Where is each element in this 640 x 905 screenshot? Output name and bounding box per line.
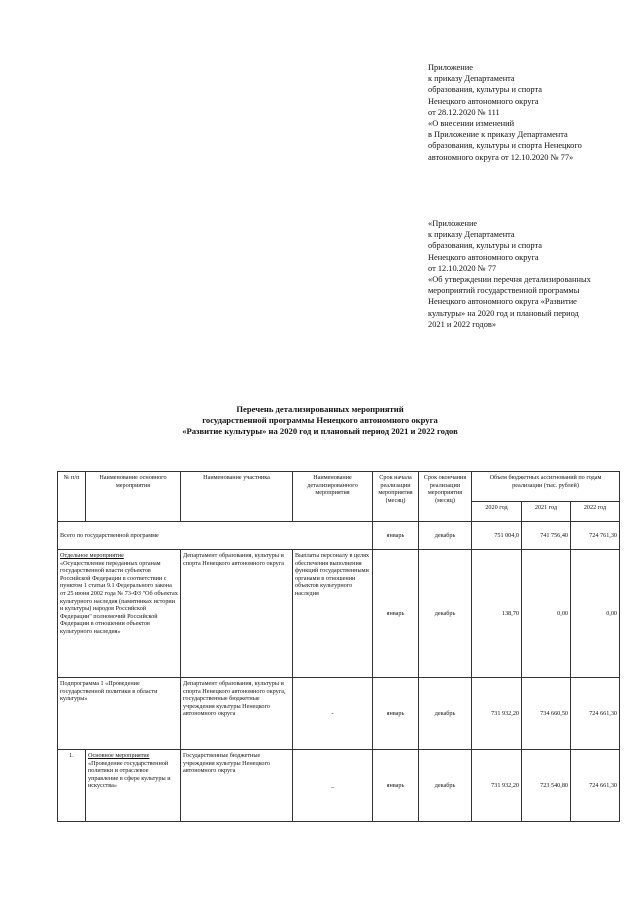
row3-2020: 731 932,20: [472, 750, 522, 822]
row2-end: декабрь: [419, 678, 472, 750]
row2-2022: 724 661,30: [571, 678, 620, 750]
document-title: [0, 404, 640, 438]
title-line: Перечень детализированных мероприятий: [236, 404, 404, 414]
row1-2021: 0,00: [522, 550, 571, 678]
row1-event-text: «Осуществление переданных органам государственной власти субъектов Российской Федерации в соответствии с пунктом 1 статьи 9.1 Федерального закона от 25 июня 2002 года № 73-ФЗ "Об объектах культурного наследия (памятниках истории и культуры) народов Российской Федерации" полномочий Российской Федерации в отношении объектов культурного наследия»: [60, 559, 178, 635]
row3-start: январь: [373, 750, 419, 822]
row1-participant: Департамент образования, культуры и спорта Ненецкого автономного округа: [181, 550, 293, 678]
appendix-order-2020-77: [428, 218, 591, 330]
header-participant: Наименование участника: [181, 472, 293, 522]
appendix-line: образования, культуры и спорта: [428, 85, 542, 95]
row3-2022: 724 661,30: [571, 750, 620, 822]
appendix-line: Ненецкого автономного округа «Развитие: [428, 297, 577, 307]
header-budget: Объем бюджетных ассигнований по годам реализации (тыс. рублей): [472, 472, 620, 502]
row1-2022: 0,00: [571, 550, 620, 678]
row2-2021: 734 660,50: [522, 678, 571, 750]
row2-detail: -: [293, 678, 373, 750]
row2-event: Подпрограмма 1 «Проведение государственной политики в области культуры»: [58, 678, 181, 750]
row3-event: [86, 750, 181, 822]
row3-2021: 723 540,80: [522, 750, 571, 822]
total-2020: 751 004,0: [472, 522, 522, 550]
total-2021: 741 756,40: [522, 522, 571, 550]
title-line: «Развитие культуры» на 2020 год и плановый период 2021 и 2022 годов: [182, 426, 458, 437]
row2-participant: Департамент образования, культуры и спорта Ненецкого автономного округа, государственные бюджетные учреждения культуры Ненецкого автономного округа: [181, 678, 293, 750]
header-start: Срок начала реализации мероприятия (месяц): [373, 472, 419, 522]
header-num: № п/п: [58, 472, 86, 522]
table-row-total: [58, 522, 620, 550]
appendix-line: от 28.12.2020 № 111: [428, 107, 500, 117]
total-start: январь: [373, 522, 419, 550]
appendix-line: Ненецкого автономного округа: [428, 96, 539, 106]
total-2022: 724 761,30: [571, 522, 620, 550]
header-2020: 2020 год: [472, 502, 522, 522]
row2-start: январь: [373, 678, 419, 750]
appendix-line: «Об утверждении перечня детализированных: [428, 275, 591, 285]
total-end: декабрь: [419, 522, 472, 550]
row1-event-title: Отдельное мероприятие: [60, 552, 124, 559]
appendix-line: образования, культуры и спорта Ненецкого: [428, 141, 582, 151]
row1-start: январь: [373, 550, 419, 678]
row1-2020: 138,70: [472, 550, 522, 678]
appendix-line: к приказу Департамента: [428, 230, 515, 240]
appendix-line: к приказу Департамента: [428, 74, 515, 84]
appendix-line: «О внесении изменений: [428, 119, 515, 129]
appendix-line: культуры» на 2020 год и плановый период: [428, 308, 579, 318]
row3-event-title: Основное мероприятие: [88, 752, 150, 759]
appendix-line: от 12.10.2020 № 77: [428, 263, 497, 273]
row1-detail: Выплаты персоналу в целях обеспечения выполнения функций государственными органами в отношении объектов культурного наследия: [293, 550, 373, 678]
appendix-line: Ненецкого автономного округа: [428, 252, 539, 262]
total-label: Всего по государственной программе: [58, 522, 373, 550]
appendix-line: 2021 и 2022 годов»: [428, 319, 497, 329]
header-end: Срок окончания реализации мероприятия (месяц): [419, 472, 472, 522]
header-2022: 2022 год: [571, 502, 620, 522]
header-event: Наименование основного мероприятия: [86, 472, 181, 522]
appendix-line: образования, культуры и спорта: [428, 241, 542, 251]
header-detail: Наименование детализированного мероприятия: [293, 472, 373, 522]
row3-detail: _: [293, 750, 373, 822]
row2-2020: 731 932,20: [472, 678, 522, 750]
row3-end: декабрь: [419, 750, 472, 822]
table-row: [58, 678, 620, 750]
row1-event: [58, 550, 181, 678]
appendix-line: мероприятий государственной программы: [428, 286, 580, 296]
appendix-line: в Приложение к приказу Департамента: [428, 130, 568, 140]
row3-participant: Государственные бюджетные учреждения культуры Ненецкого автономного округа: [181, 750, 293, 822]
events-table: [57, 471, 620, 822]
row1-end: декабрь: [419, 550, 472, 678]
appendix-line: «Приложение: [428, 219, 478, 228]
appendix-line: Приложение: [428, 63, 473, 72]
table-row: [58, 750, 620, 822]
appendix-line: автономного округа от 12.10.2020 № 77»: [428, 152, 574, 162]
header-2021: 2021 год: [522, 502, 571, 522]
row3-event-text: «Проведение государственной политики и отраслевое управление в сфере культуры и искусства»: [88, 759, 171, 790]
table-row: [58, 550, 620, 678]
row3-num: 1.: [58, 750, 86, 822]
appendix-order-2020-111: [428, 62, 582, 163]
title-line: государственной программы Ненецкого автономного округа: [202, 415, 438, 426]
